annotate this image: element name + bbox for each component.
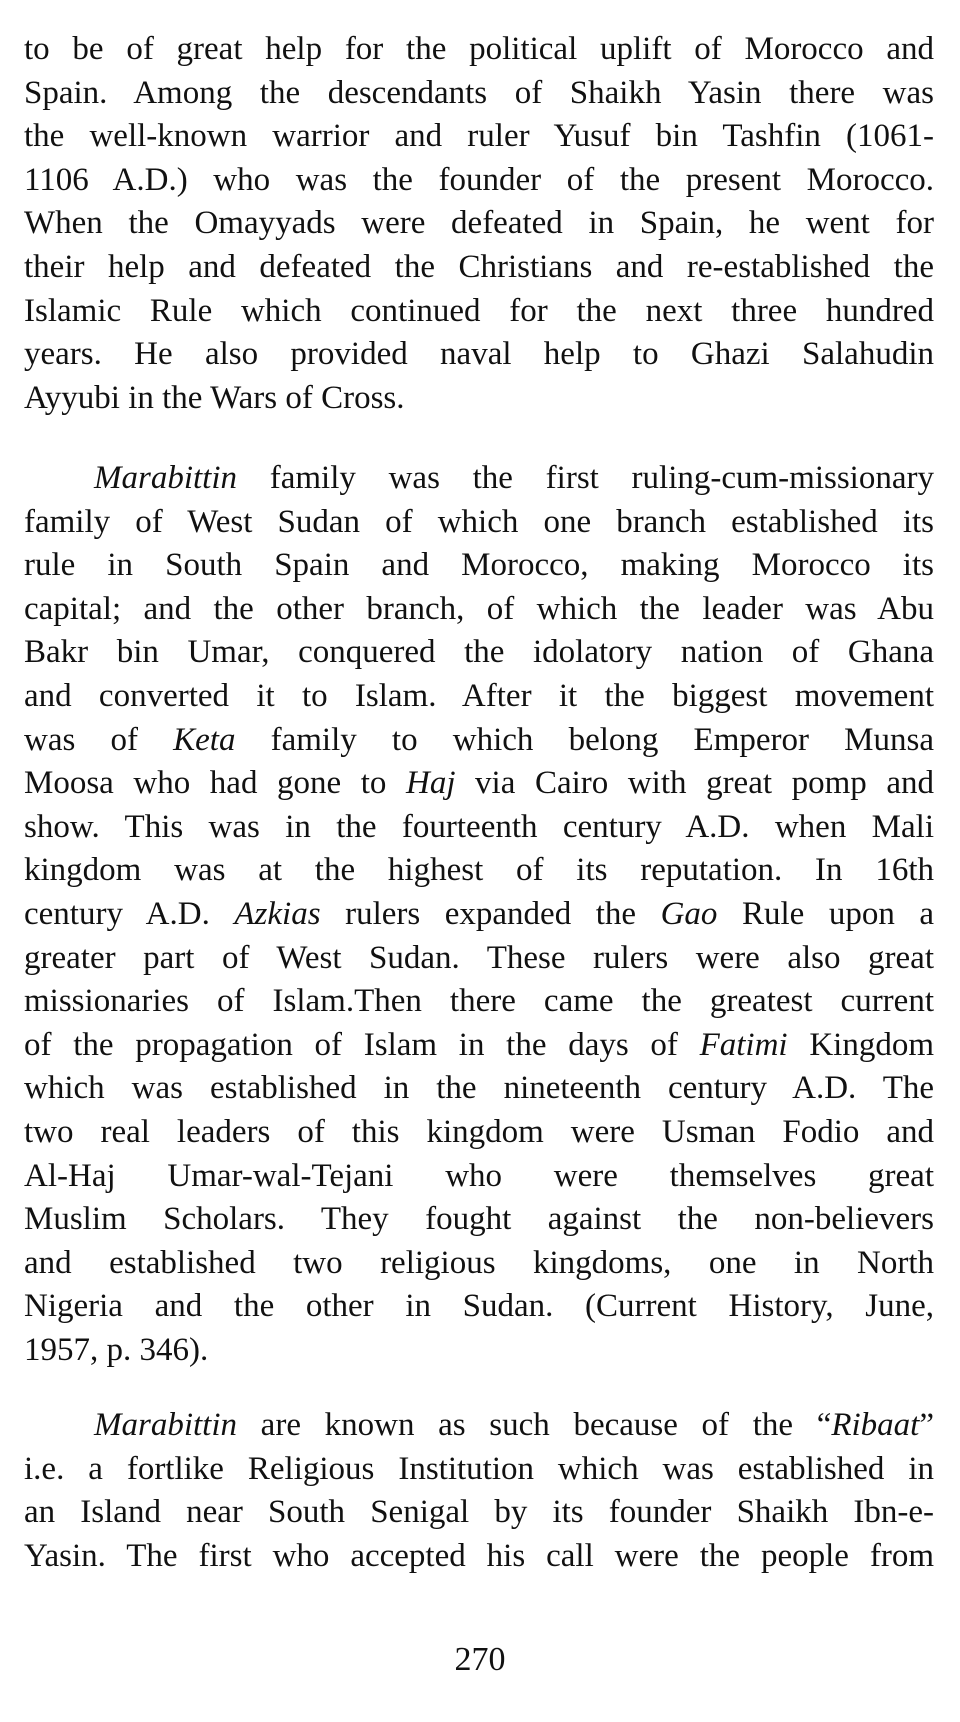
italic-term: Fatimi [699, 1026, 788, 1063]
text-run: When the Omayyads were defeated in Spain, he went for [24, 205, 934, 242]
text-run: kingdom was at the highest of its reputation. In 16th [24, 852, 934, 889]
text-line [24, 806, 934, 850]
text-line [24, 1535, 934, 1579]
text-run: via Cairo with great pomp and [455, 765, 934, 802]
text-run: two real leaders of this kingdom were Usman Fodio and [24, 1113, 934, 1150]
text-line [24, 72, 934, 116]
text-line [24, 588, 934, 632]
text-line [24, 115, 934, 159]
text-run: and established two religious kingdoms, one in North [24, 1244, 934, 1281]
text-line [24, 849, 934, 893]
text-run: i.e. a fortlike Religious Institution which was established in [24, 1450, 934, 1487]
text-line [24, 1155, 934, 1199]
italic-term: Gao [660, 895, 718, 932]
text-line [24, 893, 934, 937]
text-line [24, 501, 934, 545]
text-run: Rule upon a [717, 895, 934, 932]
text-line [24, 1067, 934, 1111]
text-run: are known as such because of the “ [237, 1407, 832, 1443]
text-run: Yasin. The first who accepted his call were the people from [24, 1537, 934, 1574]
text-run: Islamic Rule which continued for the next three hundred [24, 292, 934, 329]
text-run: rule in South Spain and Morocco, making Morocco its [24, 547, 934, 584]
text-run: Kingdom [787, 1026, 934, 1063]
text-run: years. He also provided naval help to Ghazi Salahudin [24, 336, 934, 373]
text-line [24, 1024, 934, 1068]
text-line [24, 719, 934, 763]
text-run: Ayyubi in the Wars of Cross. [24, 379, 405, 416]
text-line [24, 202, 934, 246]
text-run: 1957, p. 346). [24, 1331, 209, 1368]
italic-term: Marabittin [94, 460, 238, 496]
text-run: greater part of West Sudan. These rulers were also great [24, 939, 934, 976]
text-line [24, 1242, 934, 1286]
text-line [24, 544, 934, 588]
text-line [24, 1329, 934, 1373]
page-number: 270 [454, 1641, 506, 1678]
text-line [24, 762, 934, 806]
text-run: Muslim Scholars. They fought against the non-believers [24, 1201, 934, 1238]
italic-term: Haj [405, 765, 456, 802]
text-run: was of [24, 721, 174, 758]
italic-term: Ribaat [831, 1407, 920, 1443]
text-run: Al-Haj Umar-wal-Tejani who were themselves great [24, 1157, 934, 1194]
paragraph-1 [24, 28, 934, 420]
text-run: the well-known warrior and ruler Yusuf bin Tashfin (1061- [24, 118, 934, 155]
text-line [24, 457, 934, 501]
text-run: Bakr bin Umar, conquered the idolatory nation of Ghana [24, 634, 934, 671]
text-run: their help and defeated the Christians and re-established the [24, 248, 934, 285]
text-line [24, 1491, 934, 1535]
text-line [24, 290, 934, 334]
text-run: capital; and the other branch, of which the leader was Abu [24, 590, 934, 627]
text-line [24, 675, 934, 719]
text-run: Moosa who had gone to [24, 765, 406, 802]
text-run: Nigeria and the other in Sudan. (Current History, June, [24, 1288, 934, 1325]
text-line [24, 1198, 934, 1242]
text-line [24, 377, 934, 421]
text-run: show. This was in the fourteenth century A.D. when Mali [24, 808, 934, 845]
text-run: family to which belong Emperor Munsa [235, 721, 934, 758]
text-run: century A.D. [24, 895, 235, 932]
text-line [24, 246, 934, 290]
italic-term: Azkias [234, 895, 321, 932]
text-line [24, 159, 934, 203]
text-run: an Island near South Senigal by its founder Shaikh Ibn-e- [24, 1494, 934, 1531]
text-run: Spain. Among the descendants of Shaikh Yasin there was [24, 74, 934, 111]
italic-term: Keta [173, 721, 236, 758]
text-line [24, 333, 934, 377]
text-run: and converted it to Islam. After it the biggest movement [24, 677, 934, 714]
paragraph-2 [24, 457, 934, 1372]
text-line [24, 937, 934, 981]
text-line [24, 1111, 934, 1155]
text-line [24, 1448, 934, 1492]
italic-term: Marabittin [94, 1407, 238, 1443]
text-line [24, 1285, 934, 1329]
paragraph-3 [24, 1404, 934, 1578]
text-line [24, 1404, 934, 1448]
text-run: ” [919, 1407, 934, 1443]
text-run: family was the first ruling-cum-missionary [237, 460, 934, 496]
text-run: missionaries of Islam.Then there came the greatest current [24, 983, 934, 1020]
text-run: which was established in the nineteenth century A.D. The [24, 1070, 934, 1107]
text-run: of the propagation of Islam in the days of [24, 1026, 700, 1063]
text-run: family of West Sudan of which one branch established its [24, 503, 934, 540]
text-run: 1106 A.D.) who was the founder of the present Morocco. [24, 161, 934, 198]
text-line [24, 28, 934, 72]
text-run: to be of great help for the political uplift of Morocco and [24, 31, 934, 67]
text-line [24, 980, 934, 1024]
text-run: rulers expanded the [320, 895, 661, 932]
text-line [24, 631, 934, 675]
